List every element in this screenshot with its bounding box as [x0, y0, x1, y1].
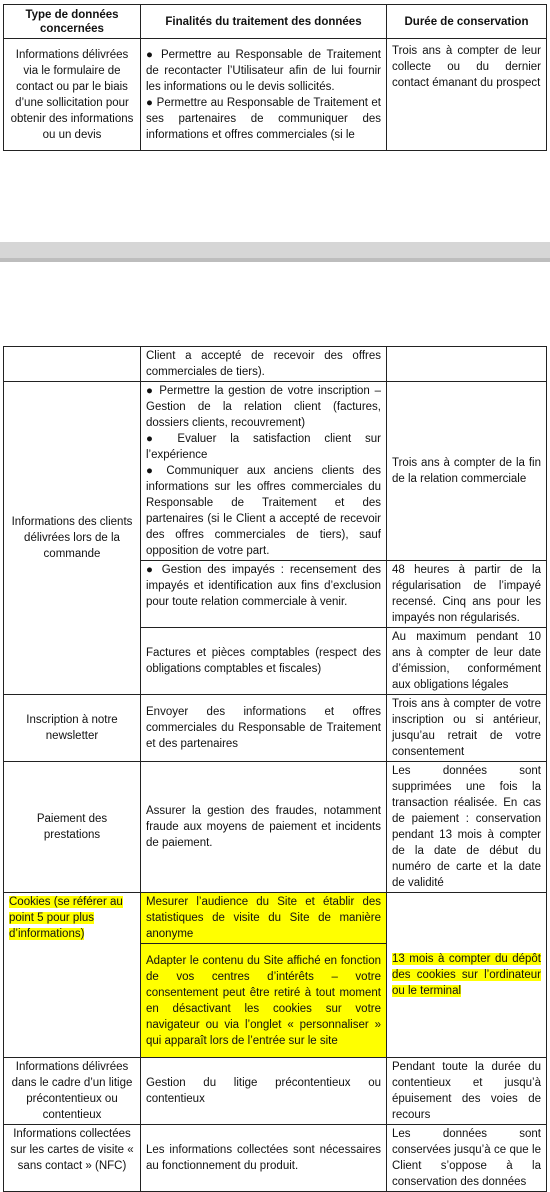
data-type-cell — [4, 347, 141, 382]
data-type-cell: Informations collectées sur les cartes de visite « sans contact » (NFC) — [4, 1125, 141, 1192]
purposes-cell: Adapter le contenu du Site affiché en fonction de vos centres d’intérêts – votre consentement peut être retiré à tout moment en désactivant les cookies sur votre navigateur ou via l’onglet « personnaliser » qui apparaît lors de l’entrée sur le site — [141, 944, 387, 1058]
data-type-cell: Informations des clients délivrées lors de la commande — [4, 382, 141, 695]
table-row — [4, 695, 547, 762]
duration-cell: Pendant toute la durée du contentieux et jusqu’à épuisement des voies de recours — [387, 1058, 547, 1125]
data-type-cell — [4, 893, 141, 1058]
duration-cell: 48 heures à partir de la régularisation de l’impayé recensé. Cinq ans pour les impayés non régularisés. — [387, 561, 547, 628]
purposes-cell: Gestion du litige précontentieux ou contentieux — [141, 1058, 387, 1125]
purpose-item: ● Evaluer la satisfaction client sur l’expérience — [146, 433, 381, 461]
header-purposes: Finalités du traitement des données — [141, 5, 387, 39]
retention-table-bottom — [3, 346, 547, 1192]
page-separator — [0, 242, 550, 262]
table-header-row — [4, 5, 547, 39]
duration-cell: Les données sont supprimées une fois la transaction réalisée. En cas de paiement : conservation pendant 13 mois à compter de la date de début du numéro de carte et la date de validité — [387, 762, 547, 893]
purpose-item: ● Permettre la gestion de votre inscription – Gestion de la relation client (factures, dossiers clients, recouvrement) — [146, 385, 381, 429]
purposes-cell: Les informations collectées sont nécessaires au fonctionnement du produit. — [141, 1125, 387, 1192]
table-row — [4, 1125, 547, 1192]
purposes-cell: Factures et pièces comptables (respect des obligations comptables et fiscales) — [141, 628, 387, 695]
table-row — [4, 347, 547, 382]
retention-table-top — [3, 4, 547, 151]
table-row — [4, 893, 547, 944]
duration-cell: Trois ans à compter de la fin de la relation commerciale — [387, 382, 547, 561]
data-type-cell: Informations délivrées via le formulaire de contact ou par le biais d’une sollicitation pour obtenir des informations ou un devis — [4, 39, 141, 151]
purposes-cell: Envoyer des informations et offres commerciales du Responsable de Traitement et des partenaires — [141, 695, 387, 762]
duration-cell — [387, 347, 547, 382]
purposes-cell — [141, 382, 387, 561]
table-row — [4, 1058, 547, 1125]
purposes-cell: Client a accepté de recevoir des offres commerciales de tiers). — [141, 347, 387, 382]
table-row — [4, 39, 547, 151]
purposes-cell: Mesurer l’audience du Site et établir des statistiques de visite du Site de manière anonyme — [141, 893, 387, 944]
duration-cell — [387, 893, 547, 1058]
purpose-item: ● Permettre au Responsable de Traitement de recontacter l’Utilisateur afin de lui fournir les informations ou le devis sollicités. — [146, 48, 381, 93]
header-data-type: Type de données concernées — [4, 5, 141, 39]
table-row — [4, 762, 547, 893]
table-row — [4, 382, 547, 561]
highlighted-text: 13 mois à compter du dépôt des cookies sur l’ordinateur ou le terminal — [392, 953, 541, 997]
purposes-cell: Assurer la gestion des fraudes, notamment fraude aux moyens de paiement et incidents de paiement. — [141, 762, 387, 893]
data-type-cell: Paiement des prestations — [4, 762, 141, 893]
duration-cell: Trois ans à compter de votre inscription ou si antérieur, jusqu’au retrait de votre consentement — [387, 695, 547, 762]
duration-cell: Au maximum pendant 10 ans à compter de leur date d’émission, conformément aux obligations légales — [387, 628, 547, 695]
duration-cell: Trois ans à compter de leur collecte ou du dernier contact émanant du prospect — [387, 39, 547, 151]
purpose-item: ● Permettre au Responsable de Traitement et ses partenaires de communiquer des informations et offres commerciales (si le — [146, 96, 381, 141]
data-type-cell: Informations délivrées dans le cadre d’un litige précontentieux ou contentieux — [4, 1058, 141, 1125]
purposes-cell: ● Gestion des impayés : recensement des impayés et identification aux fins d’exclusion pour toute relation commerciale à venir. — [141, 561, 387, 628]
purposes-cell — [141, 39, 387, 151]
purpose-item: ● Communiquer aux anciens clients des informations sur les offres commerciales du Responsable de Traitement et des partenaires (si le Client a accepté de recevoir des offres commerciales de tiers), sauf opposition de votre part. — [146, 465, 381, 557]
highlighted-text: Cookies (se référer au point 5 pour plus d’informations) — [9, 896, 123, 940]
header-duration: Durée de conservation — [387, 5, 547, 39]
duration-cell: Les données sont conservées jusqu’à ce que le Client s’oppose à la conservation des données — [387, 1125, 547, 1192]
data-type-cell: Inscription à notre newsletter — [4, 695, 141, 762]
